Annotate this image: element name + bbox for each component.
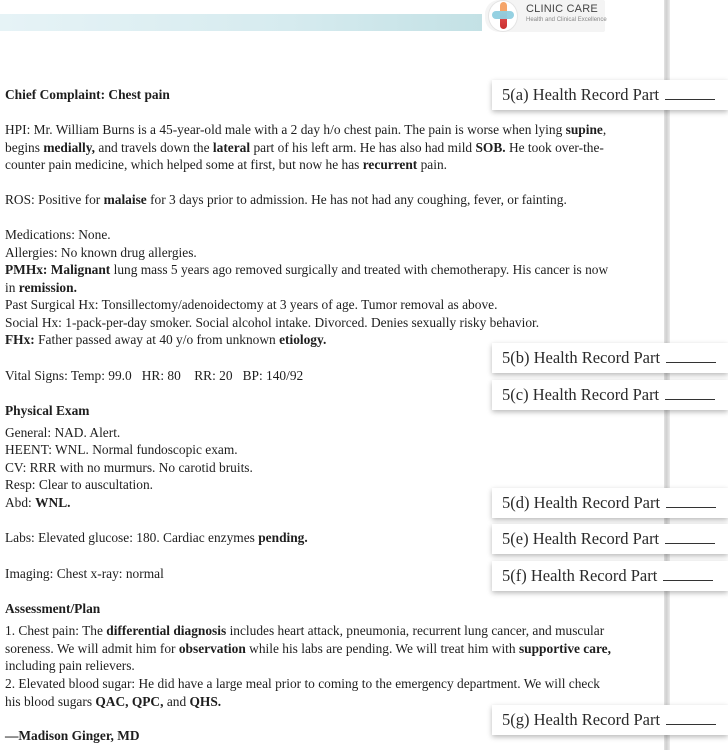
clinic-logo [485, 0, 605, 32]
term-qac-qpc: QAC, QPC, [95, 693, 164, 709]
term-lateral: lateral [212, 139, 251, 155]
answer-label-5d[interactable] [492, 488, 728, 518]
term-supine: supine [565, 122, 603, 137]
label-text: 5(d) Health Record Part [502, 493, 661, 512]
label-text: 5(g) Health Record Part [502, 710, 661, 729]
term-remission: remission. [18, 279, 77, 295]
hpi-text: He took over-the-counter pain medicine, which helped some at first, but now he has [5, 139, 604, 173]
physical-exam-heading: Physical Exam [5, 403, 90, 418]
plan-text: 1. Chest pain: The [5, 623, 107, 638]
answer-blank[interactable] [665, 85, 715, 100]
plan-text: including pain relievers. [5, 658, 135, 674]
term-sob: SOB. [475, 139, 506, 155]
term-recurrent: recurrent [362, 157, 418, 173]
ros-section [5, 191, 615, 209]
assessment-heading: Assessment/Plan [5, 601, 101, 616]
hpi-text: part of his left arm. He has also had mild [250, 139, 476, 155]
fhx-label: FHx: [5, 332, 35, 347]
term-differential-diagnosis: differential diagnosis [106, 623, 227, 638]
answer-label-5g[interactable] [492, 705, 728, 735]
term-observation: observation [178, 640, 246, 656]
term-pending: pending. [258, 530, 308, 545]
pmhx-section [5, 261, 615, 296]
term-supportive-care: supportive care, [518, 640, 611, 656]
hpi-text: , begins [5, 122, 607, 155]
label-text: 5(a) Health Record Part [502, 85, 660, 104]
chief-complaint: Chief Complaint: Chest pain [5, 87, 170, 102]
exam-general: General: NAD. Alert. [5, 425, 121, 440]
term-malignant: PMHx: Malignant [5, 262, 111, 277]
plan-text: 2. Elevated blood sugar: He did have a large meal prior to coming to the emergency department. We will check his blood sugars [5, 676, 600, 709]
allergies: Allergies: No known drug allergies. [5, 245, 197, 260]
hpi-text: pain. [417, 157, 448, 173]
term-qhs: QHS. [189, 693, 222, 709]
answer-label-5e[interactable] [492, 524, 728, 554]
page-divider [664, 0, 670, 750]
plan-item-1 [5, 622, 615, 675]
hpi-text: and travels down the [95, 139, 213, 155]
label-text: 5(c) Health Record Part [502, 385, 660, 404]
fhx-text: Father passed away at 40 y/o from unknown [34, 332, 280, 347]
hpi-text: HPI: Mr. William Burns is a 45-year-old male with a 2 day h/o chest pain. The pain is worse when lying [5, 122, 566, 137]
term-etiology: etiology. [279, 332, 327, 347]
plan-text: and [163, 693, 190, 709]
answer-label-5f[interactable] [492, 561, 728, 591]
plan-text: includes heart attack, pneumonia, recurrent lung cancer, and muscular soreness. We will admit him for [5, 623, 605, 656]
logo-subtitle: Health and Clinical Excellence [526, 17, 607, 23]
answer-blank[interactable] [666, 493, 716, 508]
logo-title: CLINIC CARE [526, 3, 598, 15]
answer-blank[interactable] [665, 529, 715, 544]
medications: Medications: None. [5, 227, 111, 242]
term-medially: medially, [43, 139, 96, 155]
answer-blank[interactable] [666, 348, 716, 363]
ros-text: for 3 days prior to admission. He has not had any coughing, fever, or fainting. [146, 192, 567, 207]
answer-label-5c[interactable] [492, 380, 728, 410]
imaging: Imaging: Chest x-ray: normal [5, 566, 164, 581]
vital-signs: Vital Signs: Temp: 99.0 HR: 80 RR: 20 BP: 140/92 [5, 368, 304, 383]
medical-cross-icon [488, 0, 518, 32]
labs-text: Labs: Elevated glucose: 180. Cardiac enzymes [5, 530, 259, 545]
term-wnl: WNL. [35, 495, 71, 510]
exam-resp: Resp: Clear to auscultation. [5, 477, 154, 492]
exam-heent: HEENT: WNL. Normal fundoscopic exam. [5, 442, 238, 457]
past-surgical-hx: Past Surgical Hx: Tonsillectomy/adenoidectomy at 3 years of age. Tumor removal as above. [5, 297, 498, 312]
term-malaise: malaise [103, 192, 147, 207]
hpi-section [5, 121, 615, 174]
label-text: 5(f) Health Record Part [502, 566, 658, 585]
exam-cv: CV: RRR with no murmurs. No carotid bruits. [5, 460, 253, 475]
label-text: 5(e) Health Record Part [502, 529, 660, 548]
signature: —Madison Ginger, MD [5, 728, 140, 743]
ros-text: ROS: Positive for [5, 192, 104, 207]
pmhx-text: lung mass 5 years ago removed surgically and treated with chemotherapy. His cancer is now in [5, 262, 609, 295]
answer-label-5a[interactable] [492, 80, 728, 110]
social-hx: Social Hx: 1-pack-per-day smoker. Social alcohol intake. Divorced. Denies sexually risky behavior. [5, 315, 540, 330]
answer-blank[interactable] [663, 566, 713, 581]
label-text: 5(b) Health Record Part [502, 348, 661, 367]
header-banner [0, 14, 482, 31]
plan-text: while his labs are pending. We will treat him with [245, 640, 519, 656]
abd-text: Abd: [5, 495, 36, 510]
answer-blank[interactable] [666, 710, 716, 725]
answer-blank[interactable] [665, 385, 715, 400]
answer-label-5b[interactable] [492, 343, 728, 373]
